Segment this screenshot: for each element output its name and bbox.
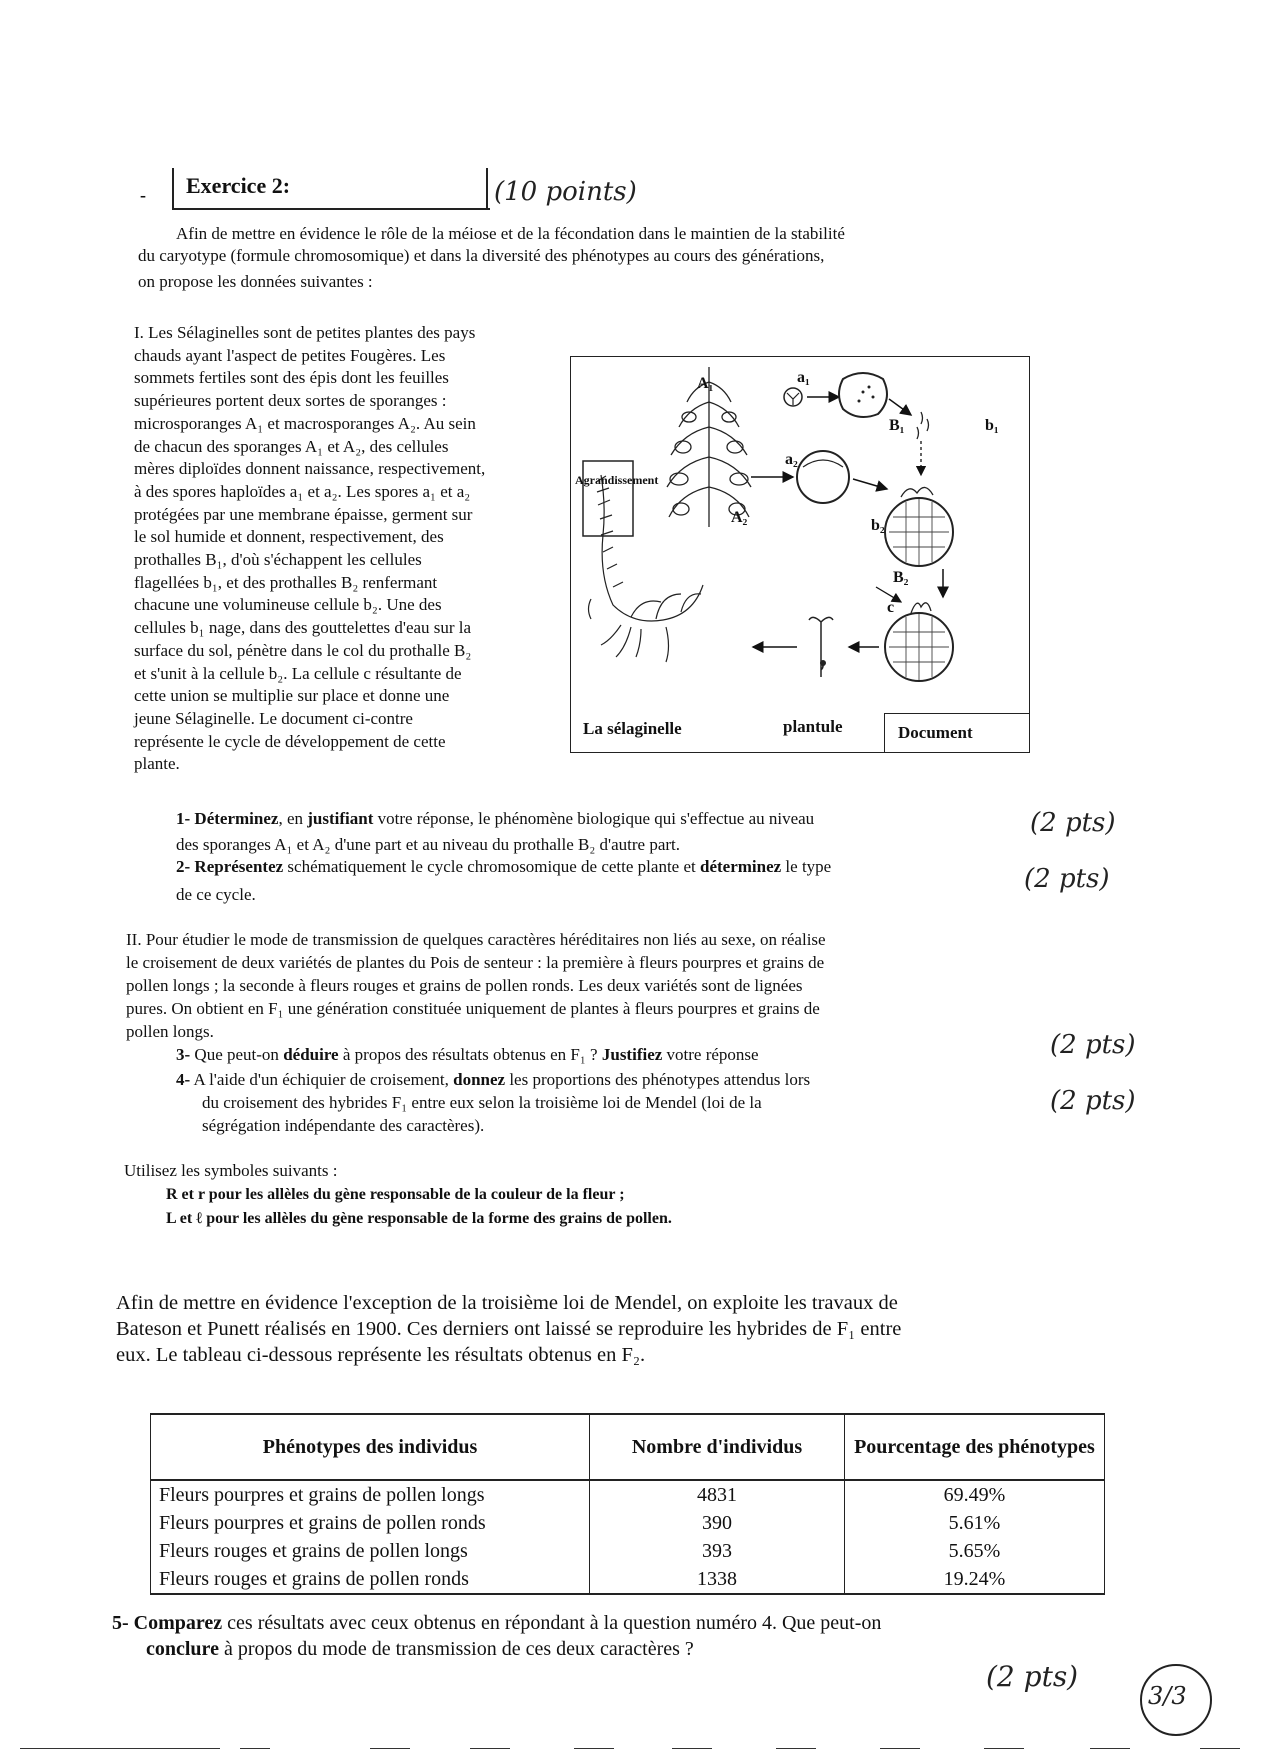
table-cell: Fleurs rouges et grains de pollen longs xyxy=(151,1537,590,1565)
footer-rule xyxy=(574,1748,614,1749)
part1-line: protégées par une membrane épaisse, germent sur xyxy=(134,504,473,524)
intro-line: du caryotype (formule chromosomique) et dans la diversité des phénotypes au cours des générations, xyxy=(138,246,825,265)
part2-text xyxy=(126,928,986,1043)
footer-rule xyxy=(880,1748,920,1749)
q3-text: votre réponse xyxy=(662,1045,759,1064)
q4-verb: donnez xyxy=(453,1070,506,1089)
table-cell: 1338 xyxy=(590,1565,845,1594)
part1-line: chacune une volumineuse cellule b₂. Une des xyxy=(134,595,442,615)
table-cell: 19.24% xyxy=(844,1565,1104,1594)
q5-verb2: conclure xyxy=(146,1638,219,1660)
fig-label-A2: A₂ xyxy=(731,509,748,526)
part2-line: le croisement de deux variétés de plantes du Pois de senteur : la première à fleurs pourpres et grains de xyxy=(126,953,825,972)
table-header-row xyxy=(151,1414,1105,1480)
part2-line: II. Pour étudier le mode de transmission de quelques caractères héréditaires non liés au sexe, on réalise xyxy=(126,930,826,949)
prothalle-b1-icon xyxy=(839,373,887,417)
footer-rule xyxy=(1090,1748,1130,1749)
part1-line: à des spores haploïdes a₁ et a₂. Les spores a₁ et a₂ xyxy=(134,481,471,501)
part1-line: cette union se multiplie sur place et donne une xyxy=(134,686,450,706)
footer-rule xyxy=(470,1748,510,1749)
fig-label-b2: b₂ xyxy=(871,517,885,534)
part3-line: Bateson et Punett réalisés en 1900. Ces derniers ont laissé se reproduire les hybrides de F₁ entre xyxy=(116,1318,902,1340)
table-cell: 5.61% xyxy=(844,1509,1104,1537)
part3-text xyxy=(116,1290,1116,1368)
results-table xyxy=(150,1413,1105,1595)
fig-label-plantule: plantule xyxy=(783,717,843,736)
table-header: Phénotypes des individus xyxy=(151,1414,590,1480)
q5-text: ces résultats avec ceux obtenus en répondant à la question numéro 4. Que peut-on xyxy=(222,1612,882,1634)
q2-num: 2- xyxy=(176,857,191,876)
q5-text: à propos du mode de transmission de ces deux caractères ? xyxy=(218,1638,694,1660)
part1-line: chauds ayant l'aspect de petites Fougères. Les xyxy=(134,345,446,365)
life-cycle-figure xyxy=(570,356,1030,753)
table-cell: Fleurs rouges et grains de pollen ronds xyxy=(151,1565,590,1594)
q2-text: schématiquement le cycle chromosomique de cette plante et xyxy=(283,857,700,876)
fig-label-B2: B₂ xyxy=(893,569,909,586)
q1-text: , en xyxy=(278,809,308,828)
intro-line: Afin de mettre en évidence le rôle de la méiose et de la fécondation dans le maintien de la stabilité xyxy=(176,224,845,243)
table-cell: 393 xyxy=(590,1537,845,1565)
footer-rule xyxy=(370,1748,410,1749)
footer-rule xyxy=(20,1748,220,1749)
part2-line: pures. On obtient en F₁ une génération constituée uniquement de plantes à fleurs pourpres et grains de xyxy=(126,999,820,1018)
fig-label-selaginelle: La sélaginelle xyxy=(583,719,682,738)
fig-label-enlargement: Agrandissement xyxy=(575,473,659,487)
q4-points: (2 pts) xyxy=(1050,1086,1136,1116)
fig-label-a1: a₁ xyxy=(797,369,810,386)
part1-line: représente le cycle de développement de cette xyxy=(134,731,446,751)
footer-rule xyxy=(1200,1748,1240,1749)
title-box-end xyxy=(486,168,488,208)
symbol-rule-1: R et r pour les allèles du gène responsable de la couleur de la fleur ; xyxy=(166,1186,625,1203)
q4-line2: du croisement des hybrides F₁ entre eux selon la troisième loi de Mendel (loi de la xyxy=(202,1093,762,1112)
q2-points: (2 pts) xyxy=(1024,864,1110,894)
q2-text: le type xyxy=(781,857,832,876)
q4-line3: ségrégation indépendante des caractères). xyxy=(202,1116,485,1135)
fig-label-document: Document xyxy=(898,723,973,742)
q2-verb2: déterminez xyxy=(699,857,782,876)
part3-line: eux. Le tableau ci-dessous représente les résultats obtenus en F₂. xyxy=(116,1344,646,1366)
bullet: - xyxy=(140,185,146,205)
footer-rule xyxy=(672,1748,712,1749)
q3-verb: déduire xyxy=(283,1045,339,1064)
selaginelle-plant-icon xyxy=(589,475,704,662)
table-row xyxy=(151,1565,1105,1594)
q4-num: 4- xyxy=(176,1070,191,1089)
footer-rule xyxy=(240,1748,270,1749)
q5-verb: Comparez xyxy=(133,1612,223,1634)
table-row xyxy=(151,1537,1105,1565)
plantule-icon xyxy=(809,617,833,677)
part2-line: pollen longs ; la seconde à fleurs rouges et grains de pollen ronds. Les deux variétés sont de lignées xyxy=(126,976,803,995)
q3-num: 3- xyxy=(176,1045,191,1064)
q3-verb2: Justifiez xyxy=(601,1045,663,1064)
table-header: Pourcentage des phénotypes xyxy=(844,1414,1104,1480)
part1-line: sommets fertiles sont des épis dont les feuilles xyxy=(134,368,449,388)
q1-verb2: justifiant xyxy=(307,809,374,828)
part2-line: pollen longs. xyxy=(126,1022,214,1041)
part1-line: surface du sol, pénètre dans le col du prothalle B₂ xyxy=(134,640,472,660)
table-header: Nombre d'individus xyxy=(590,1414,845,1480)
symbol-rule-2: L et ℓ pour les allèles du gène responsable de la forme des grains de pollen. xyxy=(166,1210,672,1227)
part1-line: supérieures portent deux sortes de sporanges : xyxy=(134,391,447,411)
part1-line: le sol humide et donnent, respectivement, des xyxy=(134,527,444,547)
part3-line: Afin de mettre en évidence l'exception de la troisième loi de Mendel, on exploite les travaux de xyxy=(116,1292,898,1314)
exercise-title: Exercice 2: xyxy=(186,173,291,198)
part1-line: cellules b₁ nage, dans des gouttelettes d'eau sur la xyxy=(134,618,472,638)
q3-points: (2 pts) xyxy=(1050,1030,1136,1060)
q3-text: à propos des résultats obtenus en F₁ ? xyxy=(338,1045,602,1064)
question-4 xyxy=(176,1068,976,1137)
part1-line: et s'unit à la cellule b₂. La cellule c résultante de xyxy=(134,663,462,683)
part1-line: jeune Sélaginelle. Le document ci-contre xyxy=(134,708,413,728)
footer-rule xyxy=(984,1748,1024,1749)
spore-a2-icon xyxy=(797,451,849,503)
q1-points: (2 pts) xyxy=(1030,808,1116,838)
part1-line: prothalles B₁, d'où s'échappent les cellules xyxy=(134,550,422,570)
part1-line: microsporanges A₁ et macrosporanges A₂. Au sein xyxy=(134,413,476,433)
part1-line: I. Les Sélaginelles sont de petites plantes des pays xyxy=(134,323,476,342)
q1-text: votre réponse, le phénomène biologique qui s'effectue au niveau xyxy=(373,809,815,828)
table-row xyxy=(151,1509,1105,1537)
intro-line: on propose les données suivantes : xyxy=(138,272,373,291)
question-5 xyxy=(112,1610,1112,1662)
q1-line2: des sporanges A₁ et A₂ d'une part et au niveau du prothalle B₂ d'autre part. xyxy=(176,835,681,854)
fig-label-B1: B₁ xyxy=(889,417,905,434)
fig-label-b1: b₁ xyxy=(985,417,999,434)
question-1 xyxy=(176,808,956,856)
life-cycle-drawing xyxy=(571,357,1029,752)
q5-num: 5- xyxy=(112,1612,129,1634)
q4-text: les proportions des phénotypes attendus lors xyxy=(505,1070,811,1089)
fig-label-A1: A₁ xyxy=(697,375,714,392)
q2-line2: de ce cycle. xyxy=(176,885,256,904)
table-cell: Fleurs pourpres et grains de pollen ronds xyxy=(151,1509,590,1537)
table-cell: 69.49% xyxy=(844,1480,1104,1509)
part1-line: flagellées b₁, et des prothalles B₂ renfermant xyxy=(134,572,438,592)
q2-verb: Représentez xyxy=(194,857,284,876)
fig-label-a2-spore: a₂ xyxy=(785,451,798,468)
table-cell: 4831 xyxy=(590,1480,845,1509)
question-2 xyxy=(176,856,976,906)
part1-line: de chacun des sporanges A₁ et A₂, des cellules xyxy=(134,436,449,456)
q1-num: 1- xyxy=(176,809,191,828)
q5-points: (2 pts) xyxy=(986,1660,1079,1693)
exercise-points: (10 points) xyxy=(494,177,637,207)
page-number: 3/3 xyxy=(1148,1682,1187,1710)
question-3 xyxy=(176,1044,956,1066)
table-cell: 5.65% xyxy=(844,1537,1104,1565)
part1-line: mères diploïdes donnent naissance, respectivement, xyxy=(134,459,486,479)
q1-verb: Déterminez xyxy=(194,809,279,828)
q3-text: Que peut-on xyxy=(194,1045,284,1064)
footer-rule xyxy=(776,1748,816,1749)
table-row xyxy=(151,1480,1105,1509)
table-cell: Fleurs pourpres et grains de pollen longs xyxy=(151,1480,590,1509)
q4-text: A l'aide d'un échiquier de croisement, xyxy=(193,1070,454,1089)
table-cell: 390 xyxy=(590,1509,845,1537)
symbols-intro: Utilisez les symboles suivants : xyxy=(124,1161,338,1180)
fig-label-c: c xyxy=(887,599,895,616)
part1-text xyxy=(134,322,564,776)
part1-line: plante. xyxy=(134,754,180,774)
